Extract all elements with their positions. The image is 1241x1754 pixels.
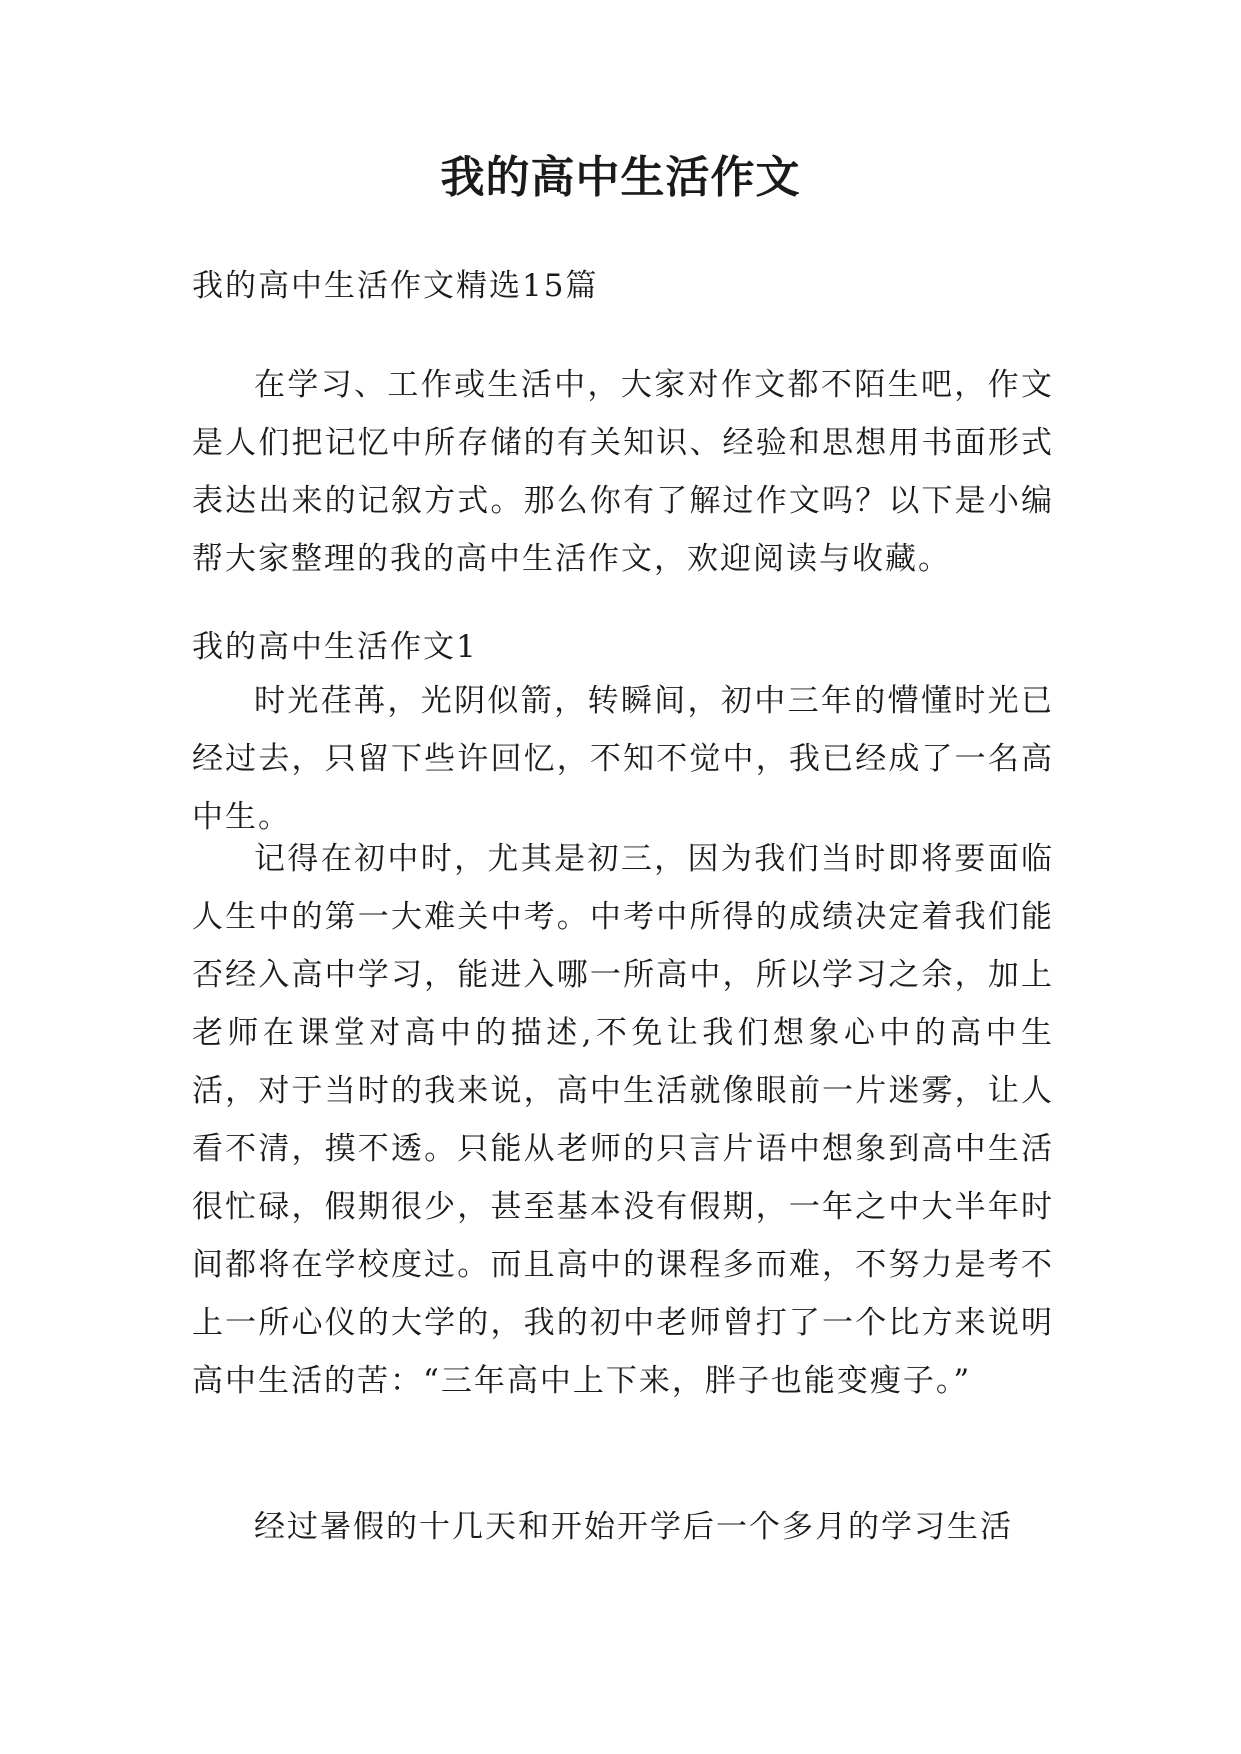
- page-title: 我的高中生活作文: [440, 152, 801, 203]
- essay-1-paragraph-1: 时光荏苒，光阴似箭，转瞬间，初中三年的懵懂时光已经过去，只留下些许回忆，不知不觉中，我已经成了一名高中生。: [192, 683, 1054, 835]
- intro-paragraph: 在学习、工作或生活中，大家对作文都不陌生吧，作文是人们把记忆中所存储的有关知识、经验和思想用书面形式表达出来的记叙方式。那么你有了解过作文吗？以下是小编帮大家整理的我的高中生活作文，欢迎阅读与收藏。: [192, 367, 1054, 577]
- essay-1-paragraph-2: 记得在初中时，尤其是初三，因为我们当时即将要面临人生中的第一大难关中考。中考中所得的成绩决定着我们能否经入高中学习，能进入哪一所高中，所以学习之余，加上老师在课堂对高中的描述,不免让我们想象心中的高中生活，对于当时的我来说，高中生活就像眼前一片迷雾，让人看不清，摸不透。只能从老师的只言片语中想象到高中生活很忙碌，假期很少，甚至基本没有假期，一年之中大半年时间都将在学校度过。而且高中的课程多而难，不努力是考不上一所心仪的大学的，我的初中老师曾打了一个比方来说明高中生活的苦：“三年高中上下来，胖子也能变瘦子。”: [192, 841, 1054, 1399]
- essay-1-paragraph-3: 经过暑假的十几天和开始开学后一个多月的学习生活: [254, 1509, 1013, 1545]
- essay-1-heading: 我的高中生活作文1: [192, 629, 478, 665]
- document-subtitle: 我的高中生活作文精选15篇: [192, 268, 599, 304]
